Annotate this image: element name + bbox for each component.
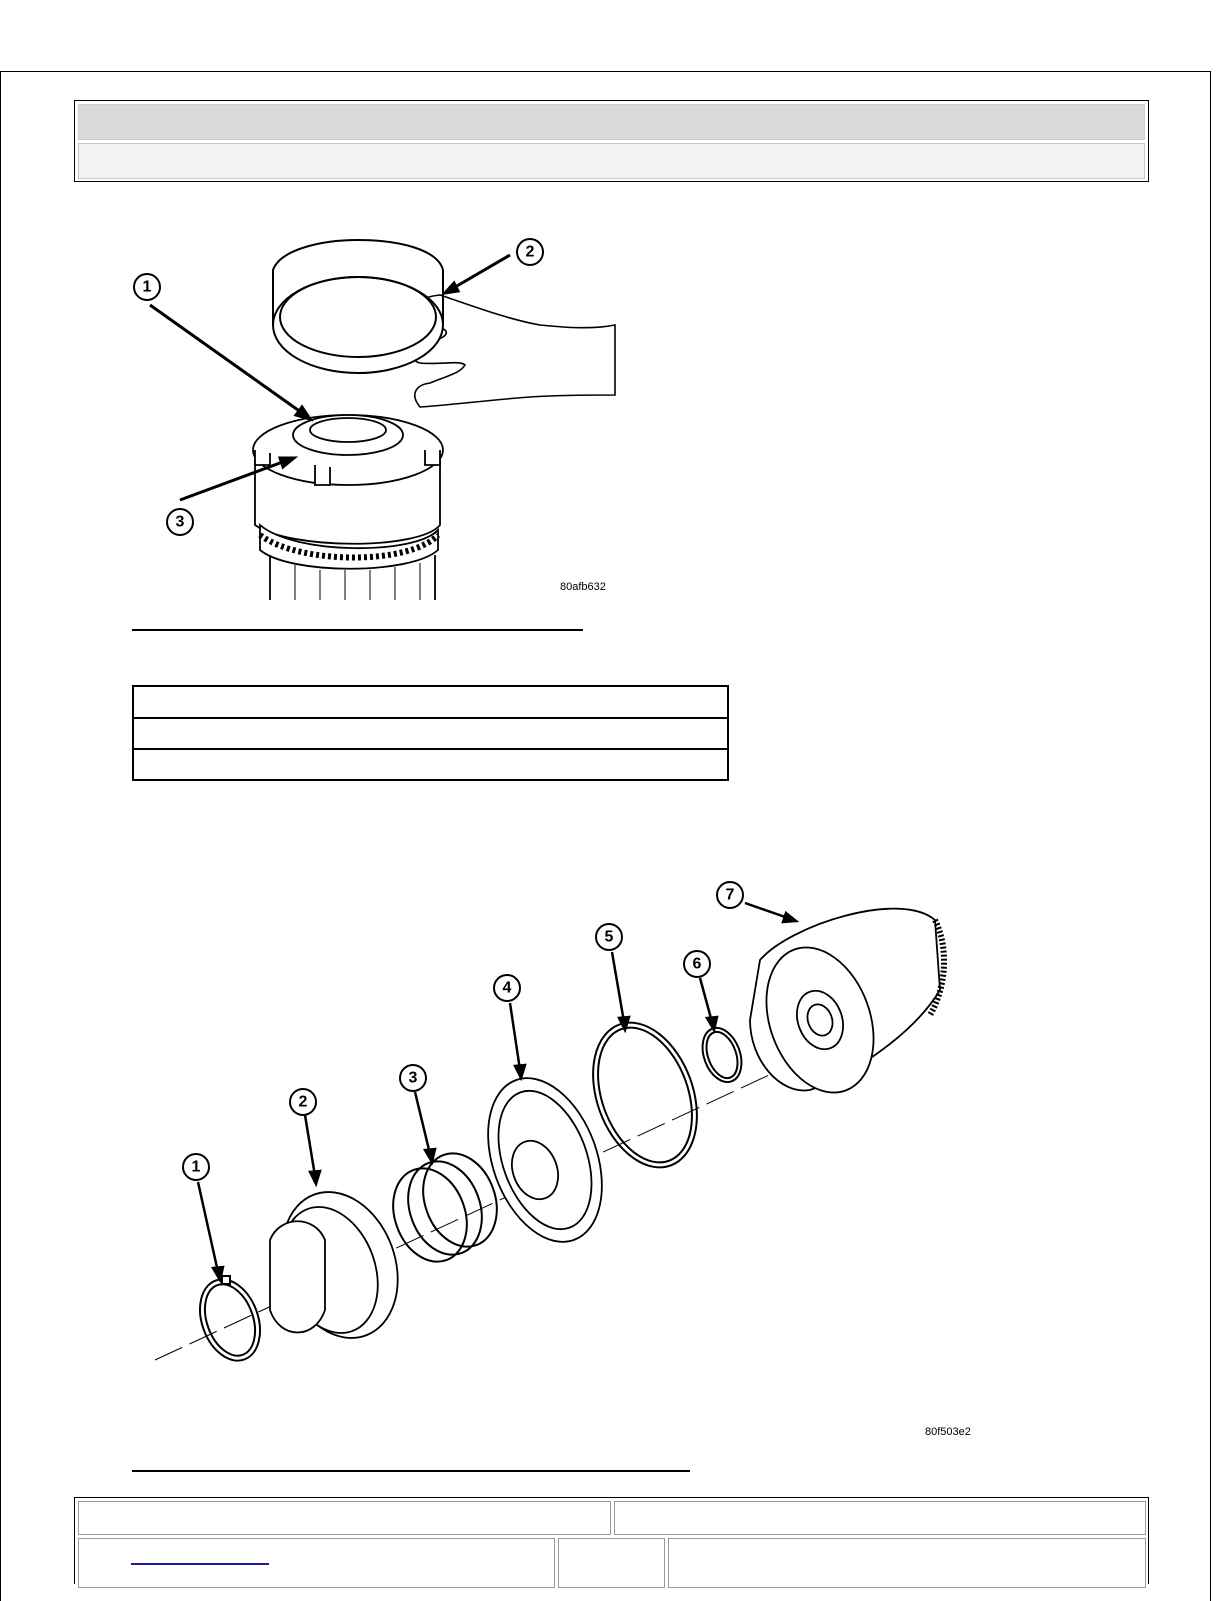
svg-text:3: 3 bbox=[408, 1069, 418, 1087]
part-3-spring bbox=[381, 1143, 510, 1272]
spec-table bbox=[132, 685, 729, 781]
callout-1 bbox=[134, 274, 160, 300]
fig2-callout-7 bbox=[717, 882, 743, 908]
svg-text:5: 5 bbox=[604, 928, 614, 946]
figure-2-code: 80f503e2 bbox=[925, 1426, 971, 1438]
svg-text:4: 4 bbox=[502, 979, 512, 997]
fig2-callout-2 bbox=[290, 1089, 316, 1115]
part-6-seal bbox=[696, 1023, 749, 1088]
svg-text:3: 3 bbox=[175, 513, 185, 531]
spec-row-2 bbox=[134, 717, 727, 748]
footer-cell-link bbox=[78, 1538, 555, 1588]
ring-part-2 bbox=[273, 240, 443, 373]
fig2-callout-5 bbox=[596, 924, 622, 950]
fig2-callout-6 bbox=[684, 951, 710, 977]
figure-1-illustration bbox=[120, 225, 620, 605]
svg-text:6: 6 bbox=[692, 955, 702, 973]
header-title-row bbox=[78, 104, 1145, 140]
footer-table bbox=[74, 1497, 1149, 1584]
footer-link-underline[interactable] bbox=[131, 1563, 269, 1565]
header-subtitle-row bbox=[78, 143, 1145, 179]
figure-1-caption-rule bbox=[132, 629, 583, 631]
svg-text:1: 1 bbox=[142, 278, 152, 296]
svg-text:2: 2 bbox=[525, 243, 535, 261]
footer-cell-right bbox=[614, 1501, 1146, 1535]
footer-cell-left bbox=[78, 1501, 611, 1535]
svg-text:2: 2 bbox=[298, 1093, 308, 1111]
svg-text:7: 7 bbox=[725, 886, 735, 904]
header-table bbox=[74, 100, 1149, 182]
figure-1-code: 80afb632 bbox=[560, 581, 606, 593]
part-7-drum bbox=[747, 909, 944, 1108]
figure-2-exploded-view bbox=[140, 870, 990, 1450]
footer-cell-mid bbox=[558, 1538, 665, 1588]
clutch-drum bbox=[253, 415, 443, 600]
callout-2 bbox=[517, 239, 543, 265]
fig2-callout-3 bbox=[400, 1065, 426, 1091]
part-1-snap-ring bbox=[189, 1271, 270, 1369]
figure-2-caption-rule bbox=[132, 1470, 690, 1472]
spec-row-3 bbox=[134, 748, 727, 779]
svg-text:1: 1 bbox=[191, 1158, 201, 1176]
callout-3 bbox=[167, 509, 193, 535]
spec-row-1 bbox=[134, 687, 727, 718]
fig2-callout-4 bbox=[494, 975, 520, 1001]
fig2-callout-1 bbox=[183, 1154, 209, 1180]
footer-cell-end bbox=[668, 1538, 1146, 1588]
